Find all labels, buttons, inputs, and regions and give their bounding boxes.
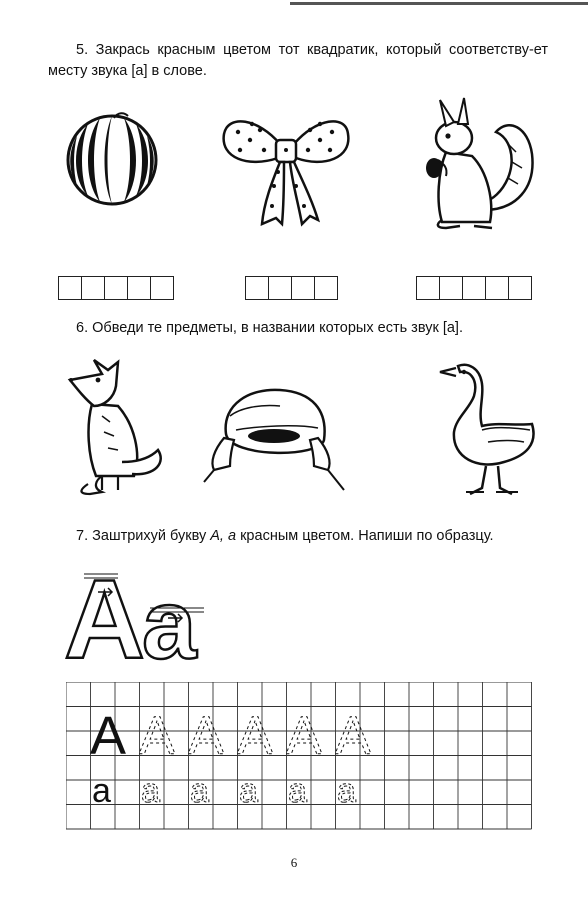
trace-letter-upper[interactable]: A [237, 706, 274, 766]
page-number: 6 [290, 855, 298, 870]
sound-box[interactable] [245, 276, 269, 300]
sound-box[interactable] [268, 276, 292, 300]
big-letter-upper[interactable]: A [64, 568, 145, 664]
trace-letter-lower[interactable]: a [239, 772, 258, 810]
task5-instruction: 5. Закрась красным цветом тот квадратик, который соответству-ет месту звука [а] в слове. [48, 42, 548, 79]
sound-box[interactable] [291, 276, 315, 300]
trace-letter-lower[interactable]: a [288, 772, 307, 810]
copybook-grid [66, 682, 532, 832]
sound-box[interactable] [58, 276, 82, 300]
sound-box[interactable] [462, 276, 486, 300]
sound-box[interactable] [104, 276, 128, 300]
task6-instruction: 6. Обведи те предметы, в названии которых есть звук [а]. [76, 320, 463, 336]
sound-box[interactable] [314, 276, 338, 300]
trace-letter-upper[interactable]: A [286, 706, 323, 766]
squirrel-icon [412, 92, 540, 232]
sample-letter-lower: a [92, 772, 111, 810]
sound-box[interactable] [439, 276, 463, 300]
copybook-letters [90, 706, 371, 810]
sound-box[interactable] [508, 276, 532, 300]
sound-boxes-bow [245, 276, 338, 300]
sample-letter-upper: A [90, 706, 127, 766]
sound-box[interactable] [416, 276, 440, 300]
trace-letter-upper[interactable]: A [335, 706, 372, 766]
big-letter-lower[interactable]: a [142, 569, 197, 664]
top-rule [290, 2, 588, 5]
sound-box[interactable] [150, 276, 174, 300]
trace-letter-upper[interactable]: A [139, 706, 176, 766]
sound-boxes-squirrel [416, 276, 532, 300]
trace-letter-lower[interactable]: a [141, 772, 160, 810]
task7-text-prefix: 7. Заштрихуй букву [76, 528, 211, 544]
sound-boxes-watermelon [58, 276, 174, 300]
trace-letter-lower[interactable]: a [190, 772, 209, 810]
task7-text-letters: А, а [210, 528, 237, 544]
watermelon-icon [62, 108, 162, 208]
sound-box[interactable] [485, 276, 509, 300]
trace-letter-lower[interactable]: a [337, 772, 356, 810]
fox-icon [62, 356, 166, 498]
trace-letter-upper[interactable]: A [188, 706, 225, 766]
task7-text-suffix: красным цветом. Напиши по образцу. [236, 528, 494, 544]
bow-icon [218, 110, 354, 232]
sound-box[interactable] [81, 276, 105, 300]
goose-icon [426, 352, 542, 500]
big-letters-sample [64, 568, 224, 664]
fur-hat-icon [200, 378, 348, 494]
sound-box[interactable] [127, 276, 151, 300]
task7-instruction [76, 526, 494, 547]
